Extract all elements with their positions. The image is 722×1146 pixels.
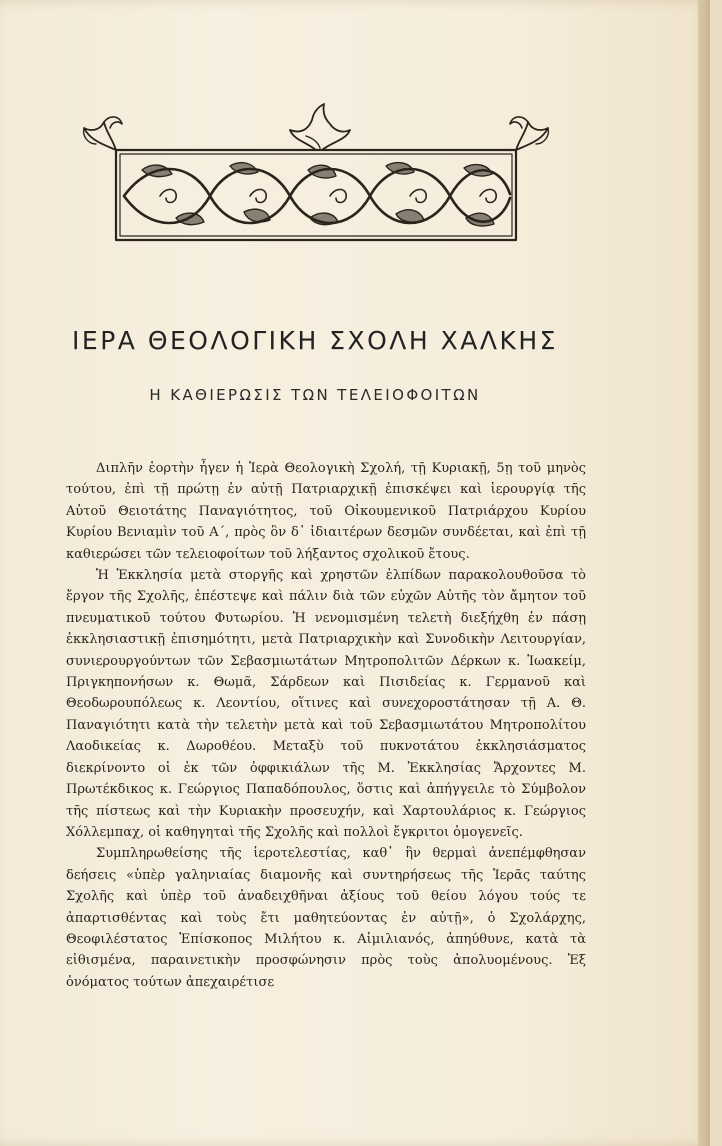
page-edge xyxy=(698,0,710,1146)
paragraph-1: Διπλῆν ἑορτὴν ἦγεν ἡ Ἱερὰ Θεολογικὴ Σχολή, τῇ Κυριακῇ, 5ῃ τοῦ μηνὸς τούτου, ἐπὶ τῇ πρώτῃ ἐν αὐτῇ Πατριαρχικῇ ἐπισκέψει καὶ ἱερουργίᾳ τῆς Αὐτοῦ Θειοτάτης Παναγιότητος, τοῦ Οἰκουμενικοῦ Πατριάρχου Κυρίου Κυρίου Βενιαμὶν τοῦ Α΄, πρὸς ὃν δ᾽ ἰδιαιτέρων δεσμῶν συνδέεται, καὶ ἐπὶ τῇ καθιερώσει τῶν τελειοφοίτων τοῦ λήξαντος σχολικοῦ ἔτους. xyxy=(66,461,586,562)
paragraph-3: Συμπληρωθείσης τῆς ἱεροτελεστίας, καθ᾽ ἣν θερμαὶ ἀνεπέμφθησαν δεήσεις «ὑπὲρ γαληνιαίας διαμονῆς καὶ συντηρήσεως τῆς Ἱερᾶς ταύτης Σχολῆς καὶ ὑπὲρ τοῦ ἀναδειχθῆναι ἀξίους τοῦ θείου λόγου τούς τε ἀπαρτισθέντας καὶ τοὺς ἔτι μαθητεύοντας ἐν αὐτῇ», ὁ Σχολάρχης, Θεοφιλέστατος Ἐπίσκοπος Μιλήτου κ. Αἰμιλιανός, ἀπηύθυνε, κατὰ τὰ εἰθισμένα, παραινετικὴν προσφώνησιν πρὸς τοὺς ἀπολυομένους. Ἐξ ὀνόματος τούτων ἀπεχαιρέτισε xyxy=(66,846,586,990)
floral-headpiece-icon xyxy=(80,100,555,246)
page-title: ΙΕΡΑ ΘΕΟΛΟΓΙΚΗ ΣΧΟΛΗ ΧΑΛΚΗΣ xyxy=(72,326,558,355)
article-subtitle: Η ΚΑΘΙΕΡΩΣΙΣ ΤΩΝ ΤΕΛΕΙΟΦΟΙΤΩΝ xyxy=(149,386,481,404)
article-body xyxy=(66,458,586,993)
paragraph-2: Ἡ Ἐκκλησία μετὰ στοργῆς καὶ χρηστῶν ἐλπίδων παρακολουθοῦσα τὸ ἔργον τῆς Σχολῆς, ἐπέστεψε καὶ πάλιν διὰ τῶν εὐχῶν Αὐτῆς τὸν ἄμητον τοῦ πνευματικοῦ τούτου Φυτωρίου. Ἡ νενομισμένη τελετὴ διεξήχθη ἐν πάσῃ ἐκκλησιαστικῇ ἐπισημότητι, μετὰ Πατριαρχικὴν καὶ Συνοδικὴν Λειτουργίαν, συνιερουργούντων τῶν Σεβασμιωτάτων Μητροπολιτῶν Δέρκων κ. Ἰωακείμ, Πριγκηπονήσων κ. Θωμᾶ, Σάρδεων καὶ Πισιδείας κ. Γερμανοῦ καὶ Θεοδωρουπόλεως κ. Λεοντίου, οἵτινες καὶ συνεχοροστάτησαν τῇ Α. Θ. Παναγιότητι κατὰ τὴν τελετὴν μετὰ καὶ τοῦ Σεβασμιωτάτου Μητροπολίτου Λαοδικείας κ. Δωροθέου. Μεταξὺ τοῦ πυκνοτάτου ἐκκλησιάσματος διεκρίνοντο οἱ ἐκ τῶν ὀφφικιάλων τῆς Μ. Ἐκκλησίας Ἄρχοντες Μ. Πρωτέκδικος κ. Γεώργιος Παπαδόπουλος, ὅστις καὶ ἀπήγγειλε τὸ Σύμβολον τῆς πίστεως καὶ τὴν Κυριακὴν προσευχήν, καὶ Χαρτουλάριος κ. Γεώργιος Χόλλεμπαχ, οἱ καθηγηταὶ τῆς Σχολῆς καὶ πολλοὶ ἔγκριτοι ὁμογενεῖς. xyxy=(66,568,586,840)
